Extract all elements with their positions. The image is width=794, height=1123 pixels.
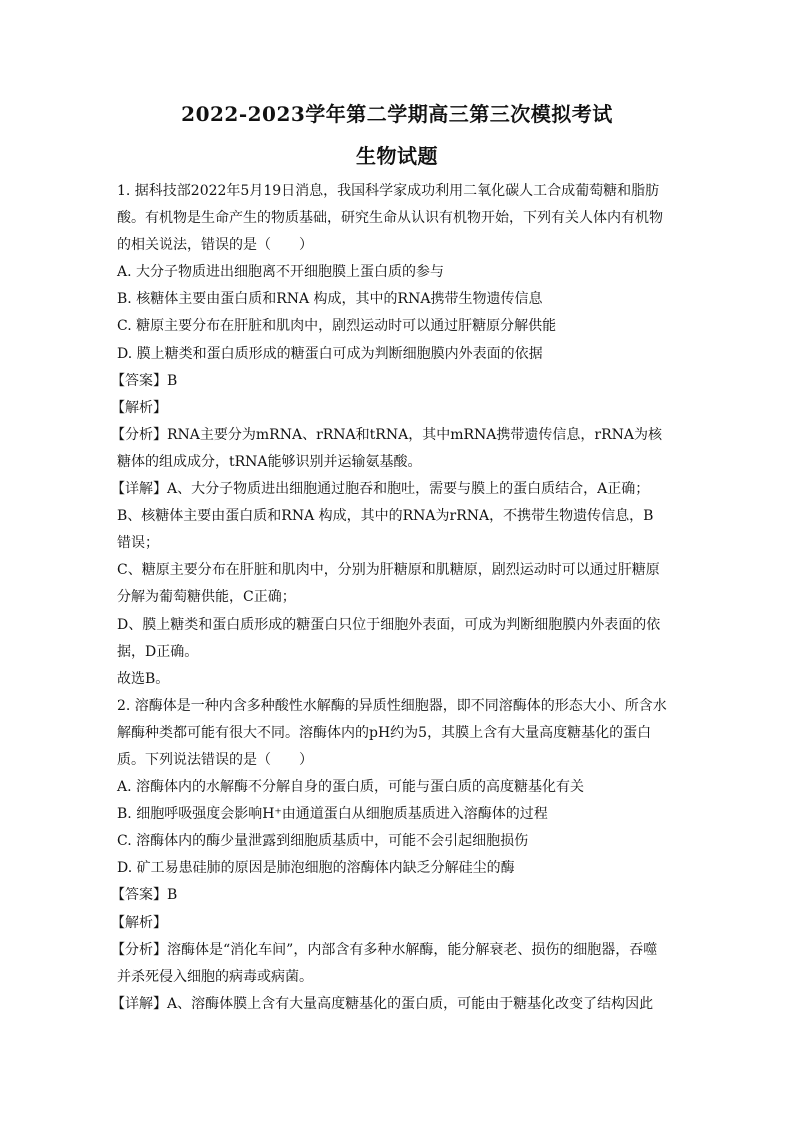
question-1-option-d: D. 膜上糖类和蛋白质形成的糖蛋白可成为判断细胞膜内外表面的依据 [117,345,543,362]
question-1-answer: 【答案】B [111,372,178,389]
question-1-analysis-label: 【解析】 [111,399,167,416]
question-1-fenxi: 【分析】RNA主要分为mRNA、rRNA和tRNA，其中mRNA携带遗传信息，rRNA为核糖体的组成成分，tRNA能够识别并运输氨基酸。 [111,426,662,470]
question-1-option-b: B. 核糖体主要由蛋白质和RNA 构成，其中的RNA携带生物遗传信息 [117,291,543,308]
question-2-answer: 【答案】B [111,887,178,904]
question-1-xiangjie-d: D、膜上糖类和蛋白质形成的糖蛋白只位于细胞外表面，可成为判断细胞膜内外表面的依据，D正确。 [117,616,661,660]
question-2-stem: 2. 溶酶体是一种内含多种酸性水解酶的异质性细胞器，即不同溶酶体的形态大小、所含水解酶种类都可能有很大不同。溶酶体内的pH约为5，其膜上含有大量高度糖基化的蛋白质。下列说法错误的是（ ） [117,697,667,768]
question-2-analysis-label: 【解析】 [111,914,167,931]
question-2-fenxi: 【分析】溶酶体是“消化车间”，内部含有多种水解酶，能分解衰老、损伤的细胞器，吞噬并杀死侵入细胞的病毒或病菌。 [111,941,658,985]
question-2-option-a: A. 溶酶体内的水解酶不分解自身的蛋白质，可能与蛋白质的高度糖基化有关 [117,779,585,796]
document-body [111,178,667,1018]
exam-title: 2022-2023学年第二学期高三第三次模拟考试 [181,102,613,126]
question-1-stem: 1. 据科技部2022年5月19日消息，我国科学家成功利用二氧化碳人工合成葡萄糖和脂肪酸。有机物是生命产生的物质基础，研究生命从认识有机物开始，下列有关人体内有机物的相关说法，错误的是（ ） [117,183,663,254]
question-2-xiangjie-a: 【详解】A、溶酶体膜上含有大量高度糖基化的蛋白质，可能由于糖基化改变了结构因此 [111,995,654,1012]
question-2-option-d: D. 矿工易患硅肺的原因是肺泡细胞的溶酶体内缺乏分解硅尘的酶 [117,860,515,877]
question-1-xiangjie-b: B、核糖体主要由蛋白质和RNA 构成，其中的RNA为rRNA，不携带生物遗传信息，B错误； [117,508,654,552]
question-2-option-b: B. 细胞呼吸强度会影响H⁺由通道蛋白从细胞质基质进入溶酶体的过程 [117,806,548,823]
question-1-conclusion: 故选B。 [117,670,170,687]
question-1-xiangjie-c: C、糖原主要分布在肝脏和肌肉中，分别为肝糖原和肌糖原，剧烈运动时可以通过肝糖原分解为葡萄糖供能，C正确； [117,562,660,606]
question-1-option-c: C. 糖原主要分布在肝脏和肌肉中，剧烈运动时可以通过肝糖原分解供能 [117,318,557,335]
question-1-option-a: A. 大分子物质进出细胞离不开细胞膜上蛋白质的参与 [117,264,445,281]
question-1-xiangjie-a: 【详解】A、大分子物质进出细胞通过胞吞和胞吐，需要与膜上的蛋白质结合，A正确； [111,481,650,498]
question-2-option-c: C. 溶酶体内的酶少量泄露到细胞质基质中，可能不会引起细胞损伤 [117,833,529,850]
subject-title: 生物试题 [356,144,438,168]
